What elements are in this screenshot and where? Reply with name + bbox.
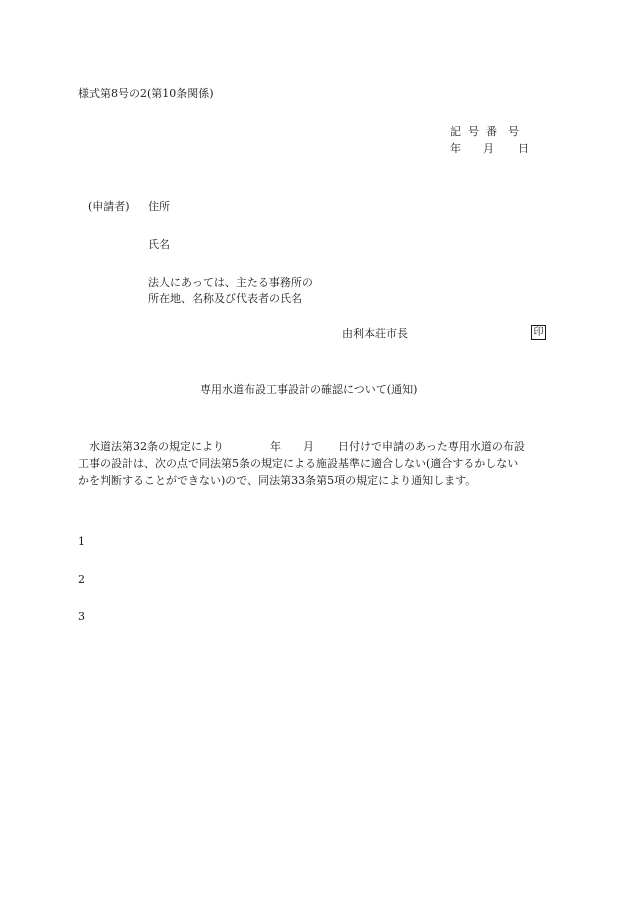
issue-date: [450, 143, 529, 154]
notice-body: [78, 438, 560, 489]
form-number: 様式第8号の2(第10条関係): [78, 87, 214, 100]
issuer-mayor: 由利本荘市長: [342, 327, 408, 340]
seal-mark: 印: [531, 325, 546, 340]
corporation-note-line-2: 所在地、名称及び代表者の氏名: [148, 292, 302, 305]
body-year-char: 年: [270, 440, 281, 453]
ref-char: 記: [450, 125, 461, 138]
address-label: 住所: [148, 200, 170, 213]
name-label: 氏名: [148, 238, 170, 251]
body-law-reference: 水道法第32条の規定により: [89, 440, 224, 453]
body-line-1: [78, 438, 560, 455]
date-year-char: 年: [450, 142, 461, 155]
ref-char: 号: [468, 125, 479, 138]
body-line-3: かを判断することができない)ので、同法第33条第5項の規定により通知します。: [78, 474, 477, 487]
list-item-number: 3: [78, 610, 85, 623]
body-application-text: 日付けで申請のあった専用水道の布設: [338, 440, 525, 453]
date-month-char: 月: [483, 142, 494, 155]
ref-char: 番: [486, 125, 497, 138]
ref-char: 号: [508, 125, 519, 138]
list-item-number: 1: [78, 535, 85, 548]
reference-number: [450, 126, 519, 137]
body-line-2: 工事の設計は、次の点で同法第5条の規定による施設基準に適合しない(適合するかしない: [78, 457, 519, 470]
date-day-char: 日: [518, 142, 529, 155]
list-item-number: 2: [78, 573, 85, 586]
corporation-note-line-1: 法人にあっては、主たる事務所の: [148, 276, 313, 289]
document-title: 専用水道布設工事設計の確認について(通知): [200, 383, 418, 396]
body-month-char: 月: [303, 440, 314, 453]
applicant-label: (申請者): [88, 200, 130, 213]
